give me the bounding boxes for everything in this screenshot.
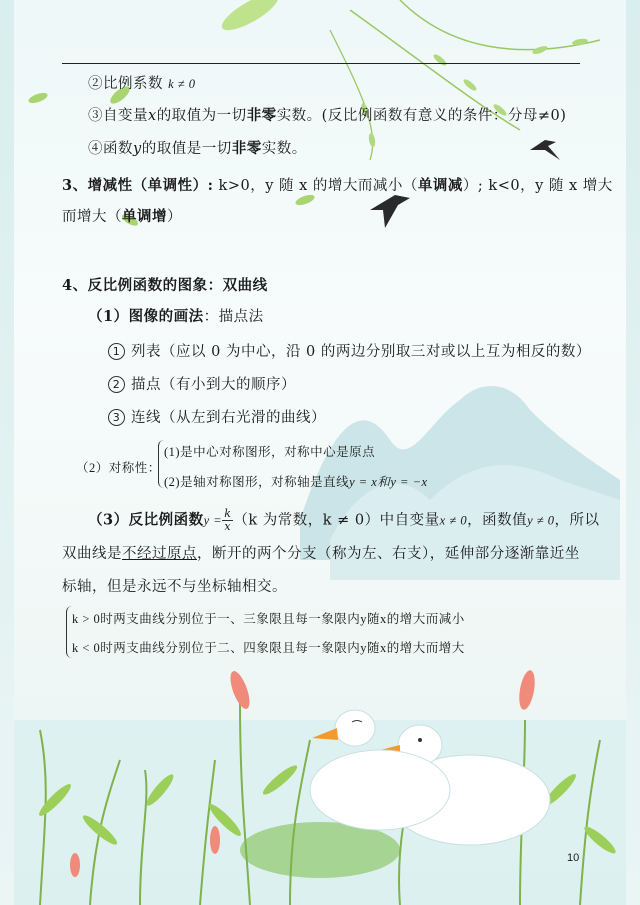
subsection-3-line-2 <box>62 542 580 563</box>
item-3-bold: 非零 <box>246 107 277 124</box>
subsection-3-line-2-a: 双曲线是 <box>62 546 122 562</box>
subsection-1-label: （1）图像的 <box>88 308 174 325</box>
fraction-numerator: k <box>224 507 232 520</box>
item-3-text-c: 实数。(反比例函数有意义的条件：分母≠0) <box>276 108 567 124</box>
subsection-3-math-a: x ≠ 0 <box>439 513 468 528</box>
symmetry-item-1: (1)是中心对称图形，对称中心是原点 <box>164 445 376 459</box>
step-2-line <box>108 373 296 394</box>
item-4-var: y <box>133 141 142 157</box>
section-4-heading: 4、反比例函数的图象：双曲线 <box>62 277 268 294</box>
item-4-text-b: 的取值是一切 <box>141 141 232 157</box>
circled-number-3: ③ <box>88 108 103 124</box>
subsection-3-underlined: 不经过原点 <box>122 546 197 562</box>
section-3-line-1 <box>62 174 613 195</box>
symmetry-item-2-math: y = x和y = −x <box>349 475 428 489</box>
symmetry-item-2 <box>164 472 428 490</box>
subsection-1-bold: 画法 <box>173 308 204 325</box>
step-3-text: 连线（从左到右光滑的曲线） <box>131 410 326 426</box>
step-3-line <box>108 406 326 427</box>
item-2-math: k ≠ 0 <box>168 77 196 91</box>
item-4-text-c: 实数。 <box>261 141 307 157</box>
item-3-var: x <box>148 108 157 124</box>
subsection-3-text-b: ，函数值 <box>467 512 528 529</box>
subsection-3-line-1 <box>88 508 600 533</box>
case-2: k < 0时两支曲线分别位于二、四象限且每一象限内y随x的增大而增大 <box>72 641 465 655</box>
section-3-line-2-b: ） <box>167 209 182 225</box>
section-3-line-2 <box>62 205 182 226</box>
item-2-text: 比例系数 <box>103 76 163 92</box>
item-3-text-a: 自变量 <box>103 108 148 124</box>
step-2-number: 2 <box>108 376 125 393</box>
section-3-text-a: k>0，y 随 x 的增大而减小（ <box>213 178 418 194</box>
fraction-denominator: x <box>224 520 232 533</box>
item-4-bold: 非零 <box>231 140 262 157</box>
step-1-text: 列表（应以 0 为中心，沿 0 的两边分别取三对或以上互为相反的数） <box>131 344 591 360</box>
step-2-text: 描点（有小到大的顺序） <box>131 377 296 393</box>
header-rule <box>62 63 580 64</box>
subsection-3-label: （3）反比例函数 <box>88 511 204 529</box>
item-3-line <box>88 104 566 125</box>
section-3-bold-b: 单调增 <box>122 208 167 225</box>
subsection-3-line-2-b: ，断开的两个分支（称为左、右支），延伸部分逐渐靠近坐 <box>197 546 580 562</box>
step-1-number: 1 <box>108 343 125 360</box>
section-3-bold-a: 单调减 <box>417 177 463 194</box>
section-3-text-b: ）; k<0，y 随 x 增大 <box>462 178 613 194</box>
case-1: k > 0时两支曲线分别位于一、三象限且每一象限内y随x的增大而减小 <box>72 612 465 626</box>
circled-number-2: ② <box>88 76 103 92</box>
step-3-number: 3 <box>108 409 125 426</box>
step-1-line <box>108 340 591 361</box>
subsection-2-label: （2）对称性： <box>76 461 161 475</box>
item-3-text-b: 的取值为一切 <box>156 108 247 124</box>
circled-number-4: ④ <box>88 141 103 157</box>
item-2-line <box>88 72 196 93</box>
subsection-1-rest: ：描点法 <box>203 309 264 325</box>
section-3-line-2-a: 而增大（ <box>62 209 122 225</box>
subsection-3-text-c: ，所以 <box>554 512 600 529</box>
item-4-text-a: 函数 <box>103 141 133 157</box>
formula-y: y = <box>203 513 223 528</box>
item-4-line <box>88 137 307 158</box>
subsection-3-math-b: y ≠ 0 <box>527 513 555 528</box>
subsection-3-line-3: 标轴，但是永远不与坐标轴相交。 <box>62 579 287 595</box>
symmetry-item-2-text: (2)是轴对称图形，对称轴是直线 <box>164 475 350 489</box>
formula-fraction <box>222 508 233 533</box>
subsection-3-text-a: （k 为常数，k ≠ 0）中自变量 <box>233 512 440 529</box>
section-3-heading: 3、增减性（单调性）: <box>62 177 214 194</box>
page-number: 10 <box>567 852 580 864</box>
subsection-1-line <box>88 305 264 326</box>
